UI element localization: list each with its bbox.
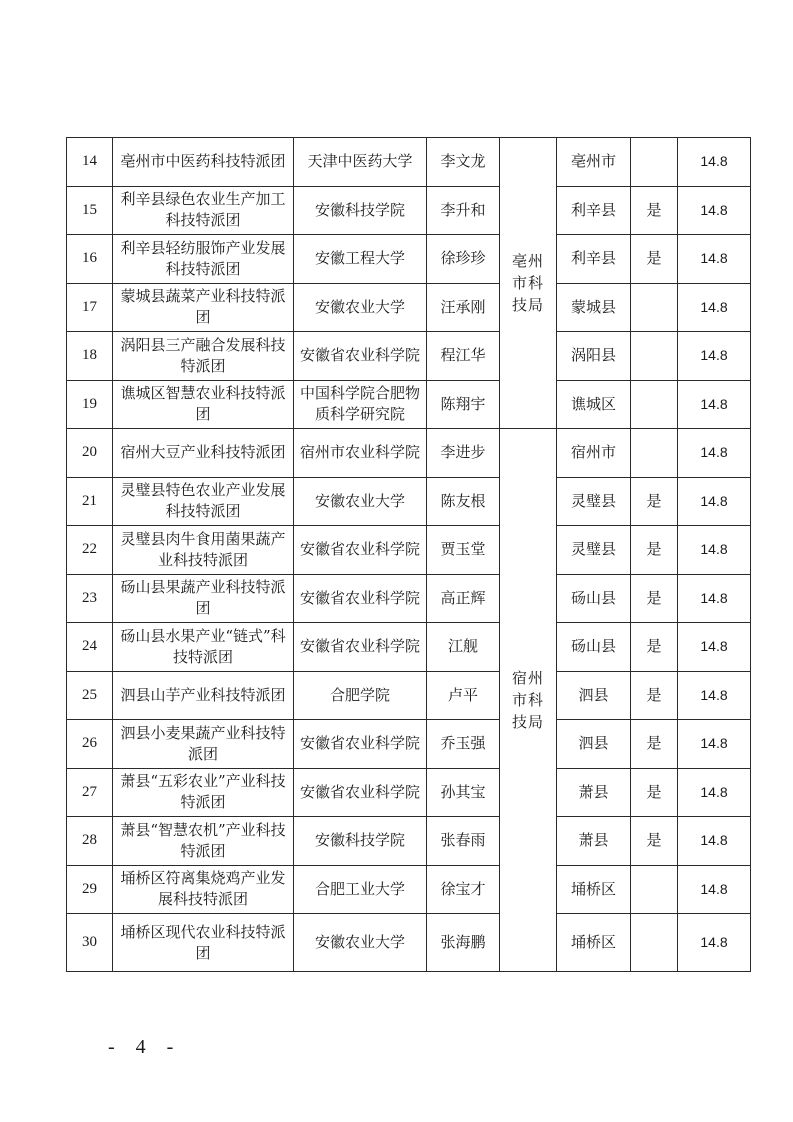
row-number: 25 bbox=[67, 671, 113, 720]
host-organization: 中国科学院合肥物质科学研究院 bbox=[294, 380, 427, 429]
table-row bbox=[67, 768, 751, 817]
priority-flag bbox=[631, 429, 678, 478]
team-leader: 高正辉 bbox=[427, 574, 500, 623]
score: 14.8 bbox=[678, 914, 751, 972]
host-organization: 合肥工业大学 bbox=[294, 865, 427, 914]
host-organization: 安徽工程大学 bbox=[294, 235, 427, 284]
host-organization: 安徽省农业科学院 bbox=[294, 623, 427, 672]
table-row bbox=[67, 138, 751, 187]
row-number: 16 bbox=[67, 235, 113, 284]
county: 亳州市 bbox=[557, 138, 631, 187]
page-number: - 4 - bbox=[108, 1036, 182, 1058]
team-leader: 张春雨 bbox=[427, 817, 500, 866]
team-name: 砀山县水果产业“链式”科技特派团 bbox=[113, 623, 294, 672]
team-name: 灵璧县特色农业产业发展科技特派团 bbox=[113, 477, 294, 526]
team-leader: 徐珍珍 bbox=[427, 235, 500, 284]
row-number: 27 bbox=[67, 768, 113, 817]
host-organization: 安徽省农业科学院 bbox=[294, 574, 427, 623]
priority-flag: 是 bbox=[631, 477, 678, 526]
row-number: 30 bbox=[67, 914, 113, 972]
county: 利辛县 bbox=[557, 235, 631, 284]
score: 14.8 bbox=[678, 865, 751, 914]
score: 14.8 bbox=[678, 380, 751, 429]
host-organization: 安徽省农业科学院 bbox=[294, 332, 427, 381]
priority-flag: 是 bbox=[631, 526, 678, 575]
table-row bbox=[67, 332, 751, 381]
score: 14.8 bbox=[678, 186, 751, 235]
team-leader: 李升和 bbox=[427, 186, 500, 235]
priority-flag bbox=[631, 914, 678, 972]
score: 14.8 bbox=[678, 768, 751, 817]
host-organization: 宿州市农业科学院 bbox=[294, 429, 427, 478]
team-leader: 乔玉强 bbox=[427, 720, 500, 769]
score: 14.8 bbox=[678, 526, 751, 575]
priority-flag: 是 bbox=[631, 574, 678, 623]
county: 泗县 bbox=[557, 671, 631, 720]
team-name: 灵璧县肉牛食用菌果蔬产业科技特派团 bbox=[113, 526, 294, 575]
team-leader: 陈友根 bbox=[427, 477, 500, 526]
county: 利辛县 bbox=[557, 186, 631, 235]
row-number: 24 bbox=[67, 623, 113, 672]
score: 14.8 bbox=[678, 817, 751, 866]
project-table bbox=[66, 137, 751, 972]
priority-flag: 是 bbox=[631, 720, 678, 769]
priority-flag: 是 bbox=[631, 186, 678, 235]
team-leader: 孙其宝 bbox=[427, 768, 500, 817]
team-name: 埇桥区现代农业科技特派团 bbox=[113, 914, 294, 972]
table-row bbox=[67, 817, 751, 866]
county: 砀山县 bbox=[557, 574, 631, 623]
host-organization: 安徽科技学院 bbox=[294, 186, 427, 235]
row-number: 18 bbox=[67, 332, 113, 381]
table-row bbox=[67, 429, 751, 478]
score: 14.8 bbox=[678, 429, 751, 478]
county: 萧县 bbox=[557, 768, 631, 817]
priority-flag bbox=[631, 380, 678, 429]
priority-flag: 是 bbox=[631, 671, 678, 720]
table-row bbox=[67, 623, 751, 672]
team-name: 埇桥区符离集烧鸡产业发展科技特派团 bbox=[113, 865, 294, 914]
team-name: 利辛县轻纺服饰产业发展科技特派团 bbox=[113, 235, 294, 284]
host-organization: 安徽农业大学 bbox=[294, 914, 427, 972]
team-leader: 汪承刚 bbox=[427, 283, 500, 332]
row-number: 20 bbox=[67, 429, 113, 478]
row-number: 21 bbox=[67, 477, 113, 526]
team-name: 涡阳县三产融合发展科技特派团 bbox=[113, 332, 294, 381]
priority-flag: 是 bbox=[631, 623, 678, 672]
priority-flag bbox=[631, 865, 678, 914]
team-leader: 徐宝才 bbox=[427, 865, 500, 914]
county: 埇桥区 bbox=[557, 914, 631, 972]
priority-flag bbox=[631, 283, 678, 332]
score: 14.8 bbox=[678, 332, 751, 381]
team-name: 蒙城县蔬菜产业科技特派团 bbox=[113, 283, 294, 332]
table-row bbox=[67, 914, 751, 972]
team-name: 萧县“智慧农机”产业科技特派团 bbox=[113, 817, 294, 866]
team-leader: 张海鹏 bbox=[427, 914, 500, 972]
row-number: 22 bbox=[67, 526, 113, 575]
table-row bbox=[67, 477, 751, 526]
host-organization: 安徽省农业科学院 bbox=[294, 768, 427, 817]
county: 宿州市 bbox=[557, 429, 631, 478]
host-organization: 天津中医药大学 bbox=[294, 138, 427, 187]
table-row bbox=[67, 671, 751, 720]
row-number: 15 bbox=[67, 186, 113, 235]
county: 泗县 bbox=[557, 720, 631, 769]
table-row bbox=[67, 235, 751, 284]
score: 14.8 bbox=[678, 671, 751, 720]
team-name: 泗县山芋产业科技特派团 bbox=[113, 671, 294, 720]
team-name: 谯城区智慧农业科技特派团 bbox=[113, 380, 294, 429]
row-number: 26 bbox=[67, 720, 113, 769]
team-leader: 李进步 bbox=[427, 429, 500, 478]
team-leader: 李文龙 bbox=[427, 138, 500, 187]
table-row bbox=[67, 574, 751, 623]
team-leader: 江舰 bbox=[427, 623, 500, 672]
county: 谯城区 bbox=[557, 380, 631, 429]
row-number: 28 bbox=[67, 817, 113, 866]
team-name: 泗县小麦果蔬产业科技特派团 bbox=[113, 720, 294, 769]
priority-flag bbox=[631, 138, 678, 187]
table-row bbox=[67, 720, 751, 769]
county: 砀山县 bbox=[557, 623, 631, 672]
host-organization: 安徽省农业科学院 bbox=[294, 720, 427, 769]
row-number: 23 bbox=[67, 574, 113, 623]
county: 涡阳县 bbox=[557, 332, 631, 381]
row-number: 19 bbox=[67, 380, 113, 429]
score: 14.8 bbox=[678, 720, 751, 769]
county: 灵璧县 bbox=[557, 477, 631, 526]
host-organization: 安徽农业大学 bbox=[294, 283, 427, 332]
priority-flag: 是 bbox=[631, 817, 678, 866]
row-number: 29 bbox=[67, 865, 113, 914]
team-leader: 贾玉堂 bbox=[427, 526, 500, 575]
county: 萧县 bbox=[557, 817, 631, 866]
team-leader: 陈翔宇 bbox=[427, 380, 500, 429]
table-row bbox=[67, 865, 751, 914]
priority-flag: 是 bbox=[631, 768, 678, 817]
host-organization: 安徽科技学院 bbox=[294, 817, 427, 866]
priority-flag bbox=[631, 332, 678, 381]
score: 14.8 bbox=[678, 623, 751, 672]
host-organization: 安徽省农业科学院 bbox=[294, 526, 427, 575]
row-number: 14 bbox=[67, 138, 113, 187]
team-leader: 程江华 bbox=[427, 332, 500, 381]
score: 14.8 bbox=[678, 574, 751, 623]
team-name: 宿州大豆产业科技特派团 bbox=[113, 429, 294, 478]
managing-agency: 宿州市科技局 bbox=[500, 429, 557, 972]
table-row bbox=[67, 526, 751, 575]
host-organization: 合肥学院 bbox=[294, 671, 427, 720]
table-row bbox=[67, 186, 751, 235]
score: 14.8 bbox=[678, 235, 751, 284]
score: 14.8 bbox=[678, 477, 751, 526]
table-row bbox=[67, 283, 751, 332]
score: 14.8 bbox=[678, 283, 751, 332]
host-organization: 安徽农业大学 bbox=[294, 477, 427, 526]
table-row bbox=[67, 380, 751, 429]
team-name: 亳州市中医药科技特派团 bbox=[113, 138, 294, 187]
score: 14.8 bbox=[678, 138, 751, 187]
team-name: 利辛县绿色农业生产加工科技特派团 bbox=[113, 186, 294, 235]
county: 蒙城县 bbox=[557, 283, 631, 332]
managing-agency: 亳州市科技局 bbox=[500, 138, 557, 429]
team-name: 砀山县果蔬产业科技特派团 bbox=[113, 574, 294, 623]
priority-flag: 是 bbox=[631, 235, 678, 284]
table-body bbox=[67, 138, 751, 972]
team-name: 萧县“五彩农业”产业科技特派团 bbox=[113, 768, 294, 817]
team-leader: 卢平 bbox=[427, 671, 500, 720]
county: 灵璧县 bbox=[557, 526, 631, 575]
county: 埇桥区 bbox=[557, 865, 631, 914]
row-number: 17 bbox=[67, 283, 113, 332]
